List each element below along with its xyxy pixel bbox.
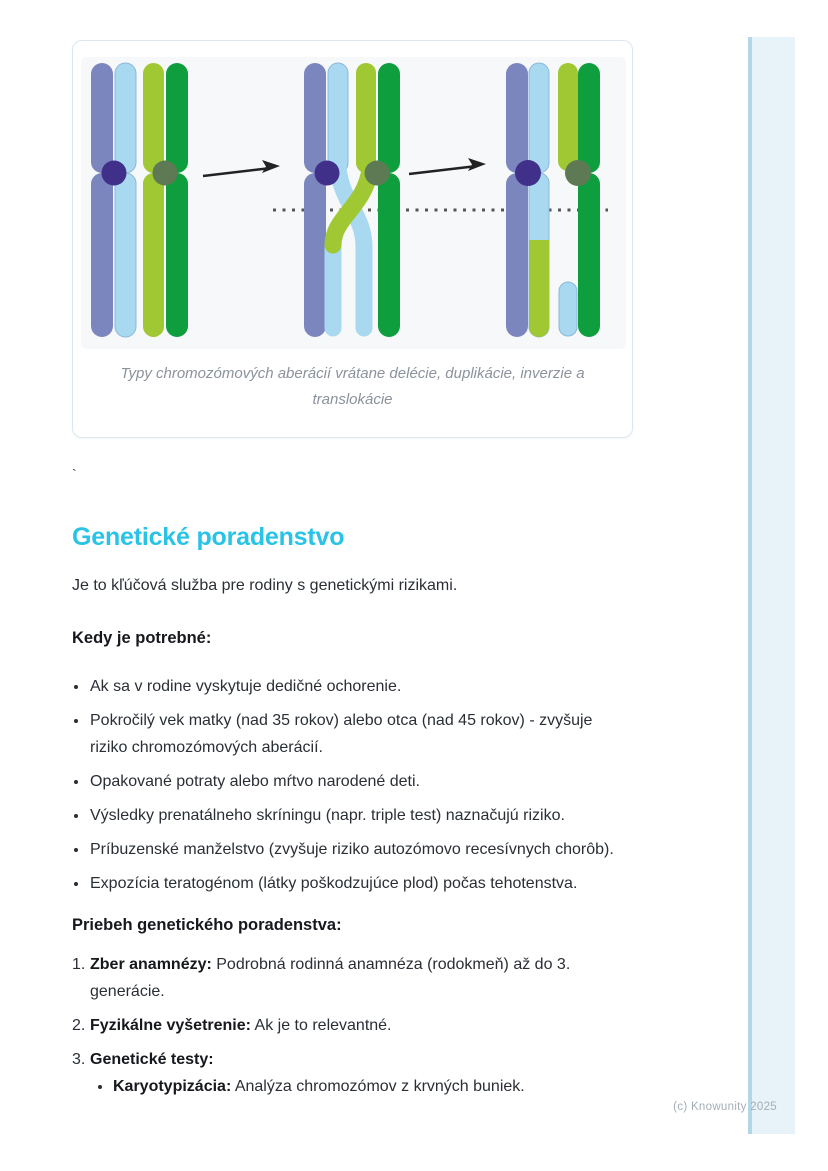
chromatid	[378, 173, 400, 337]
chromatid	[115, 173, 136, 337]
list-item	[72, 1046, 712, 1100]
list-item-text: Analýza chromozómov z krvných buniek.	[231, 1078, 525, 1095]
chromatid	[529, 63, 549, 173]
deleted-fragment	[559, 282, 577, 336]
arrow-icon	[409, 158, 486, 174]
chromatid	[143, 63, 164, 173]
centromere-dot	[153, 161, 178, 186]
centromere-dot	[315, 161, 340, 186]
list-number: 2.	[72, 1017, 86, 1034]
chromatid	[304, 173, 326, 337]
page-edge-strip	[748, 37, 795, 1134]
chromosome-diagram-svg	[81, 57, 626, 349]
list-number: 3.	[72, 1051, 86, 1068]
list-item: • Príbuzenské manželstvo (zvyšuje riziko autozómovo recesívnych chorôb).	[89, 836, 712, 863]
arrow-icon	[203, 160, 280, 176]
list-item-text: Ak je to relevantné.	[250, 1017, 392, 1034]
list-item-label: Karyotypizácia:	[113, 1078, 232, 1095]
chromatid	[578, 63, 600, 173]
figure-card	[72, 40, 633, 438]
chromatid	[143, 173, 164, 337]
list-number: 1.	[72, 956, 86, 973]
arrow-head	[468, 158, 486, 171]
panel-crossing-over	[304, 63, 400, 337]
chromatid	[166, 63, 188, 173]
chromatid	[378, 63, 400, 173]
shortened-chromatid	[558, 63, 578, 171]
genetic-tests-sublist	[90, 1073, 712, 1100]
chromatid	[166, 173, 188, 337]
list-item: • Ak sa v rodine vyskytuje dedičné ochorenie.	[89, 673, 712, 700]
chromatid	[506, 173, 528, 337]
when-needed-list	[72, 673, 712, 897]
list-item	[113, 1073, 712, 1100]
chromatid	[356, 63, 376, 173]
arrow-shaft	[203, 168, 271, 176]
centromere-dot	[515, 160, 541, 186]
chromosome-aberrations-diagram	[81, 57, 626, 349]
list-item-label: Fyzikálne vyšetrenie:	[90, 1017, 251, 1034]
list-item: • Opakované potraty alebo mŕtvo narodené deti.	[89, 768, 712, 795]
list-item	[72, 1012, 712, 1039]
list-item	[72, 951, 712, 1005]
list-item: • Výsledky prenatálneho skríningu (napr. triple test) naznačujú riziko.	[89, 802, 712, 829]
document-content	[72, 40, 712, 1107]
list-item-label: Zber anamnézy:	[90, 956, 212, 973]
centromere-dot	[102, 161, 127, 186]
chromatid	[506, 63, 528, 173]
translocated-segment-joint	[529, 240, 549, 260]
list-item: • Pokročilý vek matky (nad 35 rokov) alebo otca (nad 45 rokov) - zvyšuje riziko chromozómových aberácií.	[89, 707, 712, 761]
page-title: Genetické poradenstvo	[72, 523, 345, 551]
list-item-text: Podrobná rodinná anamnéza (rodokmeň) až do 3.	[211, 956, 571, 973]
list-item-text-wrap: generácie.	[90, 983, 165, 1000]
section-process-title: Priebeh genetického poradenstva:	[72, 916, 342, 934]
section-when-needed-title: Kedy je potrebné:	[72, 629, 212, 647]
panel-normal-chromosomes	[91, 63, 188, 337]
process-list	[72, 951, 712, 1100]
list-item-label: Genetické testy:	[90, 1051, 214, 1068]
chromatid	[328, 63, 348, 173]
list-item: • Expozícia teratogénom (látky poškodzujúce plod) počas tehotenstva.	[89, 870, 712, 897]
figure-caption: Typy chromozómových aberácií vrátane delécie, duplikácie, inverzie a translokácie	[120, 365, 585, 408]
chromatid	[578, 173, 600, 337]
arrow-shaft	[409, 166, 477, 174]
stray-backtick: `	[72, 466, 77, 482]
chromatid	[115, 63, 136, 173]
chromatid	[91, 63, 113, 173]
chromatid	[91, 173, 113, 337]
chromatid	[304, 63, 326, 173]
copyright-note: (c) Knowunity 2025	[673, 1101, 777, 1113]
panel-aberration-result	[506, 63, 600, 337]
centromere-dot	[565, 160, 591, 186]
centromere-dot	[365, 161, 390, 186]
arrow-head	[262, 160, 280, 173]
intro-paragraph: Je to kľúčová služba pre rodiny s genetickými rizikami.	[72, 577, 458, 594]
